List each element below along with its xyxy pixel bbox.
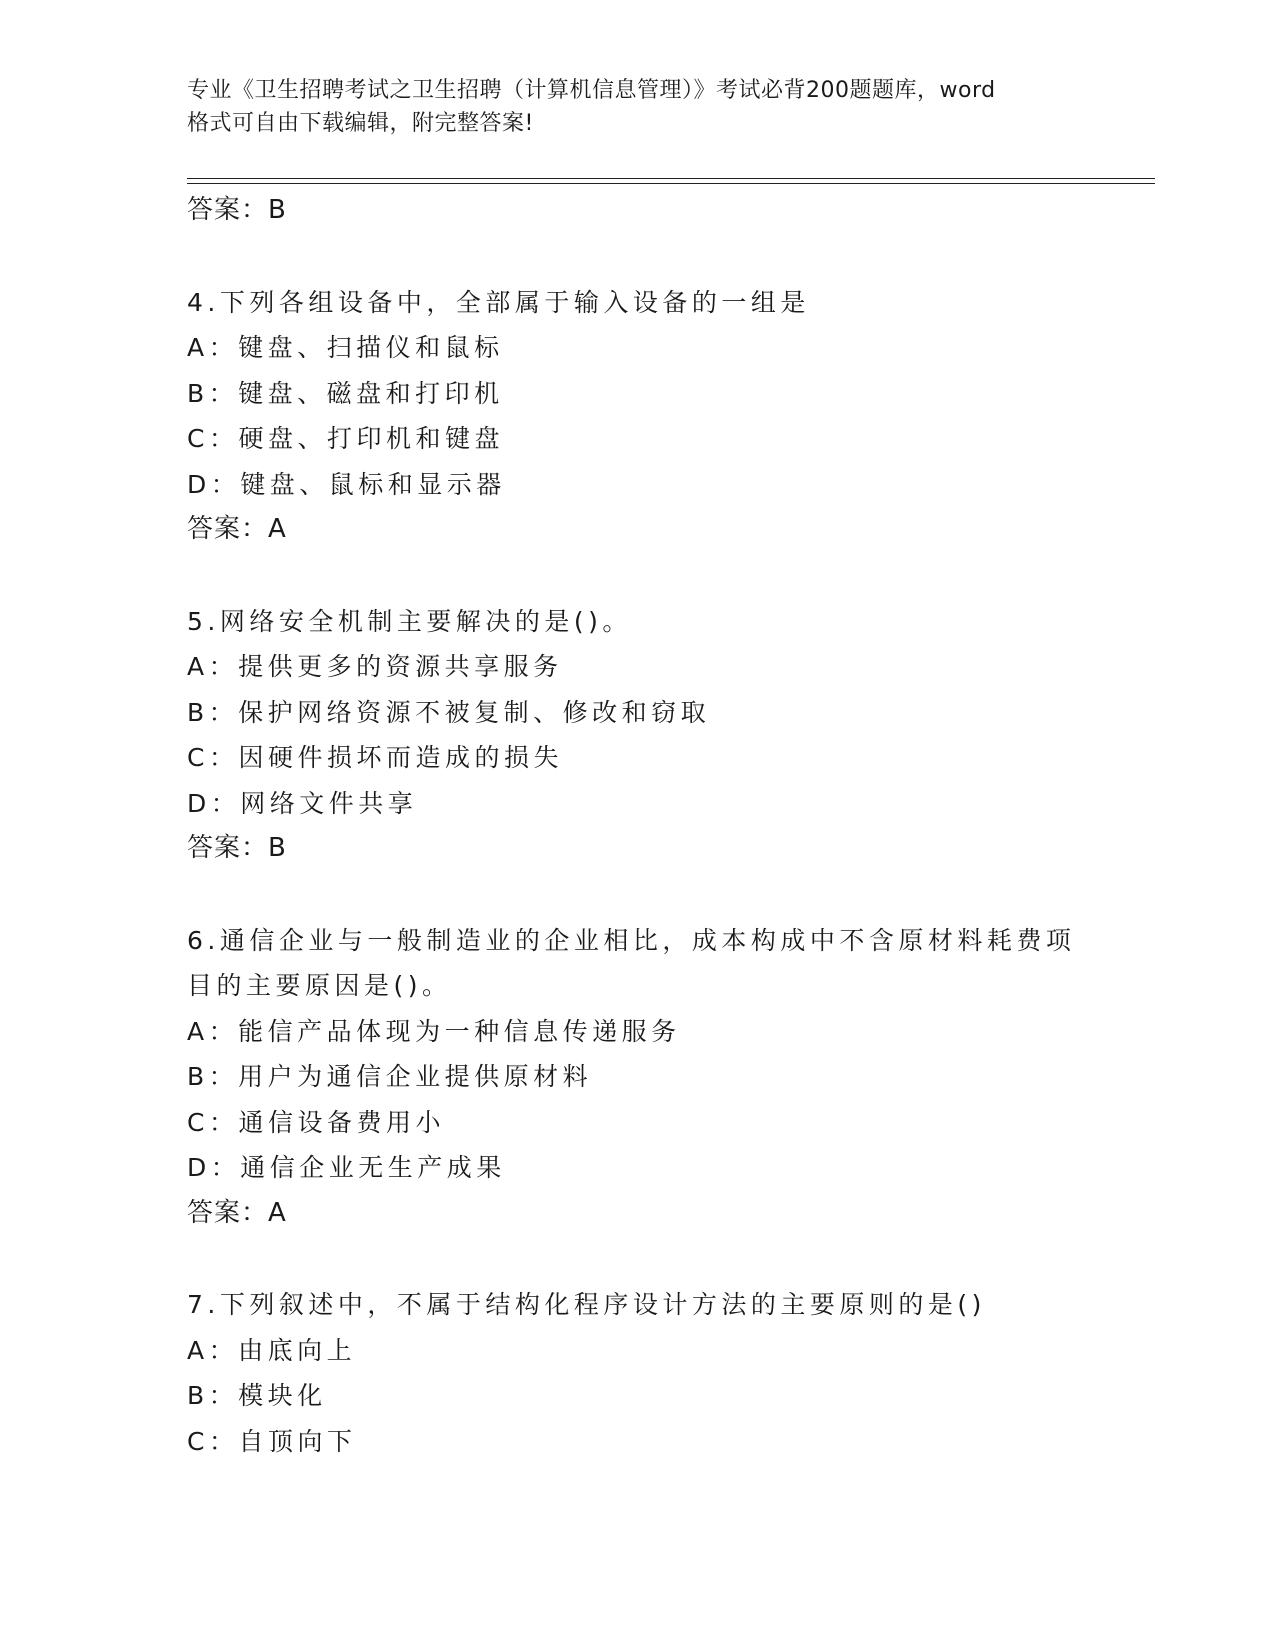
answer-5: 答案：B: [187, 833, 287, 863]
question-5: 5.网络安全机制主要解决的是()。: [187, 606, 632, 636]
option-5b: B：保护网络资源不被复制、修改和窃取: [187, 697, 711, 727]
option-7c: C：自顶向下: [187, 1426, 357, 1456]
spacer: [187, 1236, 1127, 1282]
header-line-2: 格式可自由下载编辑，附完整答案!: [187, 111, 534, 136]
option-5d: D：网络文件共享: [187, 788, 418, 818]
document-header: [187, 74, 1087, 140]
answer-6: 答案：A: [187, 1197, 287, 1228]
option-4d: D：键盘、鼠标和显示器: [187, 469, 506, 499]
option-4c: C：硬盘、打印机和键盘: [187, 424, 504, 453]
option-7a: A：由底向上: [187, 1335, 357, 1365]
spacer: [187, 553, 1127, 599]
option-7b: B：模块化: [187, 1381, 327, 1410]
question-7: 7.下列叙述中，不属于结构化程序设计方法的主要原则的是(): [187, 1290, 986, 1319]
answer-4: 答案：A: [187, 514, 287, 544]
option-4b: B：键盘、磁盘和打印机: [187, 378, 504, 408]
question-list: [187, 188, 1127, 1464]
spacer: [187, 234, 1127, 280]
option-6d: D：通信企业无生产成果: [187, 1153, 506, 1182]
answer-3: 答案：B: [187, 195, 287, 225]
option-4a: A：键盘、扫描仪和鼠标: [187, 333, 504, 362]
option-5a: A：提供更多的资源共享服务: [187, 652, 563, 681]
question-4: 4.下列各组设备中，全部属于输入设备的一组是: [187, 287, 810, 317]
spacer: [187, 872, 1127, 918]
option-6a: A：能信产品体现为一种信息传递服务: [187, 1016, 681, 1046]
option-5c: C：因硬件损坏而造成的损失: [187, 743, 563, 772]
header-rule-top: [187, 178, 1155, 179]
question-6-line-2: 目的主要原因是()。: [187, 971, 452, 1000]
question-6-line-1: 6.通信企业与一般制造业的企业相比，成本构成中不含原材料耗费项: [187, 925, 1076, 955]
option-6b: B：用户为通信企业提供原材料: [187, 1062, 593, 1091]
option-6c: C：通信设备费用小: [187, 1107, 445, 1137]
header-rule-bottom: [187, 183, 1155, 184]
header-line-1: 专业《卫生招聘考试之卫生招聘（计算机信息管理）》考试必背200题题库，word: [187, 78, 996, 103]
